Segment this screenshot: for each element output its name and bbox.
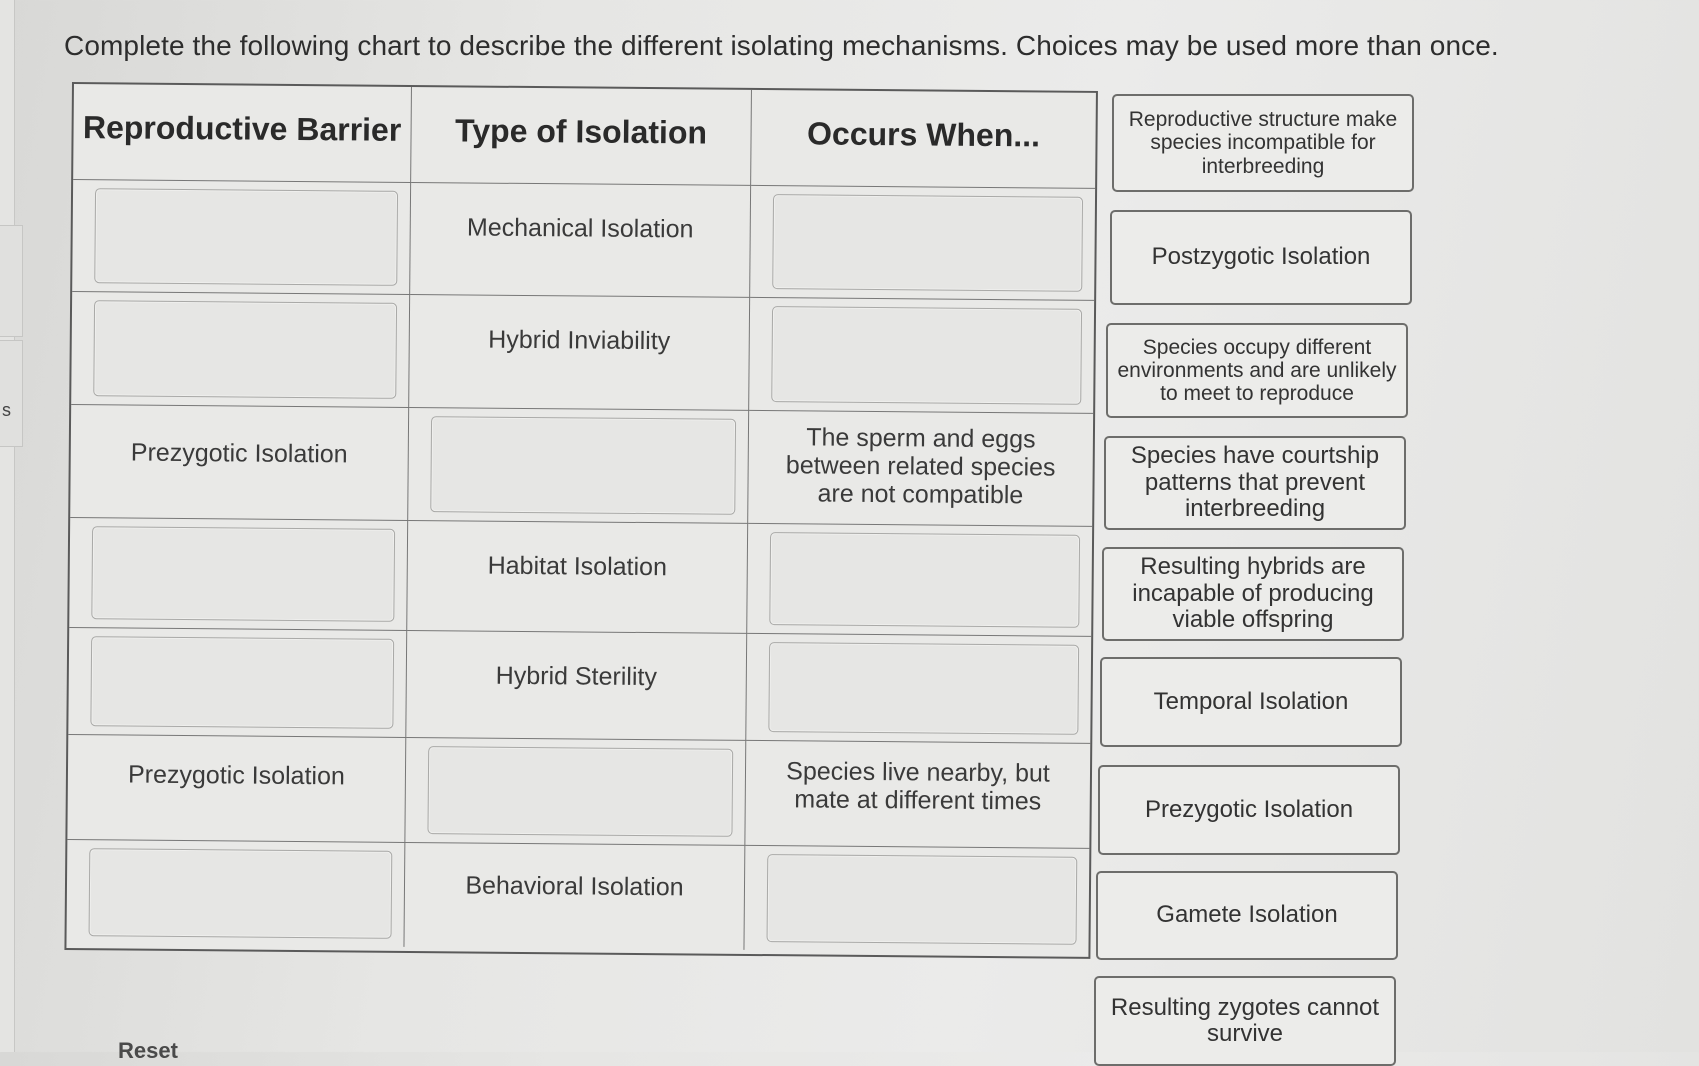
row6-type-cell: [405, 738, 746, 846]
row1-occurs-cell: [750, 186, 1095, 301]
choice-postzygotic-isolation[interactable]: Postzygotic Isolation: [1110, 210, 1412, 305]
header-reproductive-barrier: Reproductive Barrier: [73, 84, 412, 183]
row2-occurs-drop-zone[interactable]: [771, 306, 1082, 405]
left-panel-tab[interactable]: [0, 340, 23, 447]
row5-type-cell: Hybrid Sterility: [406, 631, 747, 741]
row7-type-cell: Behavioral Isolation: [404, 843, 745, 950]
row5-barrier-cell: [68, 628, 407, 738]
choice-prezygotic-isolation[interactable]: Prezygotic Isolation: [1098, 765, 1400, 855]
row3-type-cell: [408, 408, 749, 524]
instructions: Complete the following chart to describe the different isolating mechanisms. Choices may be used more than once.: [64, 30, 1499, 61]
row4-occurs-cell: [747, 524, 1092, 637]
row5-barrier-drop-zone[interactable]: [90, 636, 394, 729]
left-panel-edge: [0, 0, 15, 1052]
row4-occurs-drop-zone[interactable]: [769, 532, 1080, 628]
row2-barrier-drop-zone[interactable]: [93, 300, 397, 399]
left-panel-tab[interactable]: [0, 225, 23, 337]
choice-courtship-patterns[interactable]: Species have courtship patterns that prevent interbreeding: [1104, 436, 1406, 530]
row6-occurs-cell: Species live nearby, but mate at different times: [745, 741, 1090, 849]
edge-letter: s: [2, 400, 11, 420]
choice-temporal-isolation[interactable]: Temporal Isolation: [1100, 657, 1402, 747]
row4-type-cell: Habitat Isolation: [407, 521, 748, 634]
row6-barrier-cell: Prezygotic Isolation: [67, 735, 406, 843]
row7-barrier-cell: [66, 840, 405, 947]
header-type-of-isolation: Type of Isolation: [411, 87, 752, 186]
row7-barrier-drop-zone[interactable]: [89, 848, 393, 939]
row4-barrier-drop-zone[interactable]: [91, 526, 395, 622]
row2-barrier-cell: [71, 292, 410, 408]
reset-button[interactable]: Reset: [118, 1038, 178, 1063]
row7-occurs-cell: [744, 846, 1089, 953]
choice-gamete-isolation[interactable]: Gamete Isolation: [1096, 871, 1398, 960]
isolation-chart: [64, 82, 1098, 959]
row3-type-drop-zone[interactable]: [430, 416, 736, 515]
row7-occurs-drop-zone[interactable]: [767, 854, 1078, 945]
row5-occurs-drop-zone[interactable]: [768, 642, 1079, 735]
row4-barrier-cell: [69, 518, 408, 631]
row6-type-drop-zone[interactable]: [427, 746, 733, 837]
choice-species-occupy-environments[interactable]: Species occupy different environments and are unlikely to meet to reproduce: [1106, 323, 1408, 418]
choice-zygotes-cannot-survive[interactable]: Resulting zygotes cannot survive: [1094, 976, 1396, 1066]
row1-type-cell: Mechanical Isolation: [410, 183, 751, 298]
row2-occurs-cell: [749, 298, 1094, 414]
choice-reproductive-structure[interactable]: Reproductive structure make species incompatible for interbreeding: [1112, 94, 1414, 192]
row1-barrier-cell: [72, 180, 411, 295]
row3-barrier-cell: Prezygotic Isolation: [70, 405, 409, 521]
row1-barrier-drop-zone[interactable]: [94, 188, 398, 286]
row3-occurs-cell: The sperm and eggs between related species are not compatible: [748, 411, 1093, 527]
row1-occurs-drop-zone[interactable]: [772, 194, 1083, 292]
row5-occurs-cell: [746, 634, 1091, 744]
row2-type-cell: Hybrid Inviability: [409, 295, 750, 411]
header-occurs-when: Occurs When...: [751, 90, 1096, 189]
choice-hybrids-incapable[interactable]: Resulting hybrids are incapable of producing viable offspring: [1102, 547, 1404, 641]
